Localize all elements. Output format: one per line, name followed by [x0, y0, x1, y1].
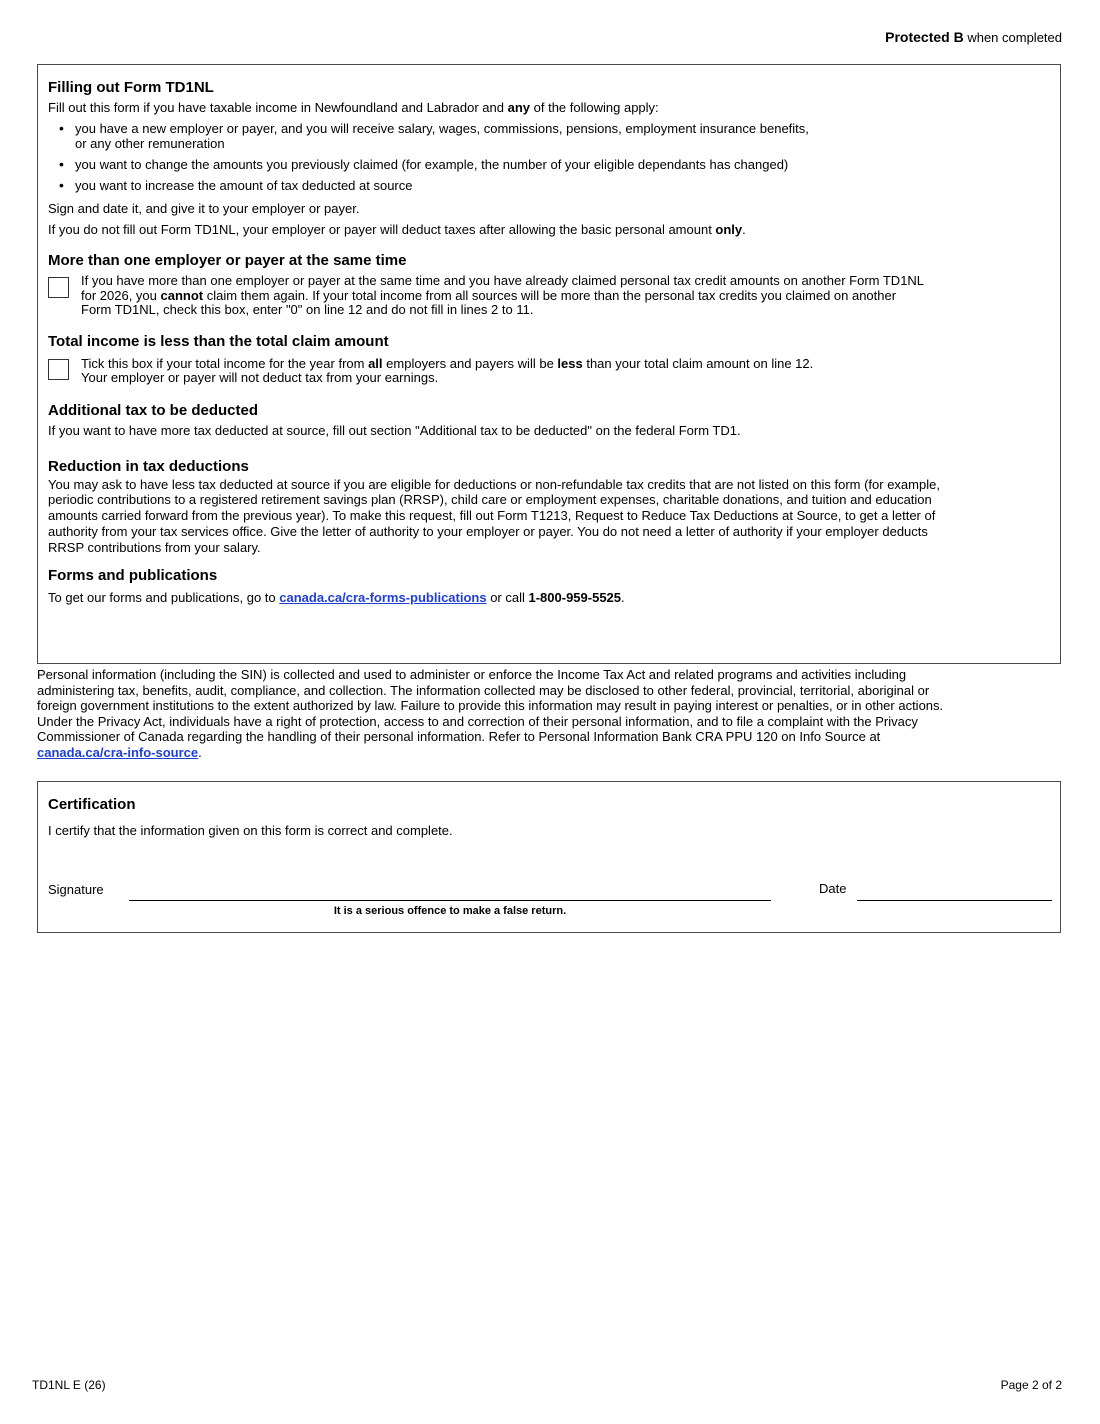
total-income-checkbox[interactable] [48, 359, 69, 380]
instructions-box [37, 64, 1061, 664]
date-label: Date [819, 881, 847, 896]
forms-text: To get our forms and publications, go to canada.ca/cra-forms-publications or call 1-800-959-5525. [48, 590, 625, 606]
not-fill-note: If you do not fill out Form TD1NL, your employer or payer will deduct taxes after allowing the basic personal amount only. [48, 222, 746, 237]
total-income-heading: Total income is less than the total claim amount [48, 332, 389, 350]
signature-label: Signature [48, 882, 104, 897]
page-number: Page 2 of 2 [1000, 1378, 1062, 1392]
multiple-employer-row: If you have more than one employer or payer at the same time and you have already claimed personal tax credit amounts on another Form TD1NL for 2026, you cannot claim them again. If your total income from all sources will be more than the personal tax credits you claimed on another Form TD1NL, check this box, enter "0" on line 12 and do not fill in lines 2 to 11. [48, 274, 1050, 318]
bullet-item: • you want to increase the amount of tax deducted at source [59, 177, 413, 193]
multiple-heading: More than one employer or payer at the same time [48, 252, 407, 269]
filling-heading: Filling out Form TD1NL [48, 79, 214, 96]
protected-suffix: when completed [967, 30, 1062, 45]
signature-field[interactable] [129, 878, 771, 901]
filling-intro: Fill out this form if you have taxable income in Newfoundland and Labrador and any of the following apply: [48, 100, 659, 115]
privacy-statement: Personal information (including the SIN) is collected and used to administer or enforce the Income Tax Act and related programs and activities including administering tax, benefits, audit, compliance, and collection. The information collected may be disclosed to other federal, provincial, territorial, aboriginal or foreign government institutions to the extent authorized by law. Failure to provide this information may result in paying interest or penalties, or in other actions. Under the Privacy Act, individuals have a right of protection, access to and correction of their personal information, and to file a complaint with the Privacy Commissioner of Canada regarding the handling of their personal information. Refer to Personal Information Bank CRA PPU 120 on Info Source at canada.ca/cra-info-source. [37, 667, 944, 760]
protected-b-label [885, 30, 1062, 45]
total-income-row: Tick this box if your total income for the year from all employers and payers will be less than your total claim amount on line 12. Your employer or payer will not deduct tax from your earnings. [48, 357, 1050, 386]
info-source-link[interactable]: canada.ca/cra-info-source [37, 744, 199, 760]
bullet-icon: • [59, 120, 64, 136]
sign-instruction: Sign and date it, and give it to your employer or payer. [48, 201, 360, 216]
reduction-heading: Reduction in tax deductions [48, 457, 249, 475]
phone-number: 1-800-959-5525 [528, 590, 622, 606]
protected-label: Protected B [885, 29, 964, 45]
additional-heading: Additional tax to be deducted [48, 401, 259, 419]
bullet-item: • you want to change the amounts you previously claimed (for example, the number of your eligible dependants has changed) [59, 156, 789, 172]
certification-box [37, 781, 1061, 933]
forms-heading: Forms and publications [48, 567, 218, 585]
forms-publications-link[interactable]: canada.ca/cra-forms-publications [279, 590, 487, 606]
form-code: TD1NL E (26) [32, 1378, 106, 1392]
certification-heading: Certification [48, 796, 136, 813]
reduction-text: You may ask to have less tax deducted at source if you are eligible for deductions or non-refundable tax credits that are not listed on this form (for example, periodic contributions to a registered retirement savings plan (RRSP), child care or employment expenses, charitable donations, and tuition and education amounts carried forward from the previous year). To make this request, fill out Form T1213, Request to Reduce Tax Deductions at Source, to get a letter of authority from your tax services office. Give the letter of authority to your employer or payer. You do not need a letter of authority if your employer deducts RRSP contributions from your salary. [48, 476, 940, 555]
date-field[interactable] [857, 878, 1052, 901]
multiple-employer-checkbox[interactable] [48, 277, 69, 298]
certification-text: I certify that the information given on this form is correct and complete. [48, 823, 453, 838]
false-return-warning: It is a serious offence to make a false return. [333, 905, 567, 917]
bullet-icon: • [59, 177, 64, 193]
additional-text: If you want to have more tax deducted at source, fill out section "Additional tax to be deducted" on the federal Form TD1. [48, 422, 741, 438]
bullet-item: • you have a new employer or payer, and you will receive salary, wages, commissions, pensions, employment insurance benefits, or any other remuneration [59, 120, 809, 151]
bullet-icon: • [59, 156, 64, 172]
